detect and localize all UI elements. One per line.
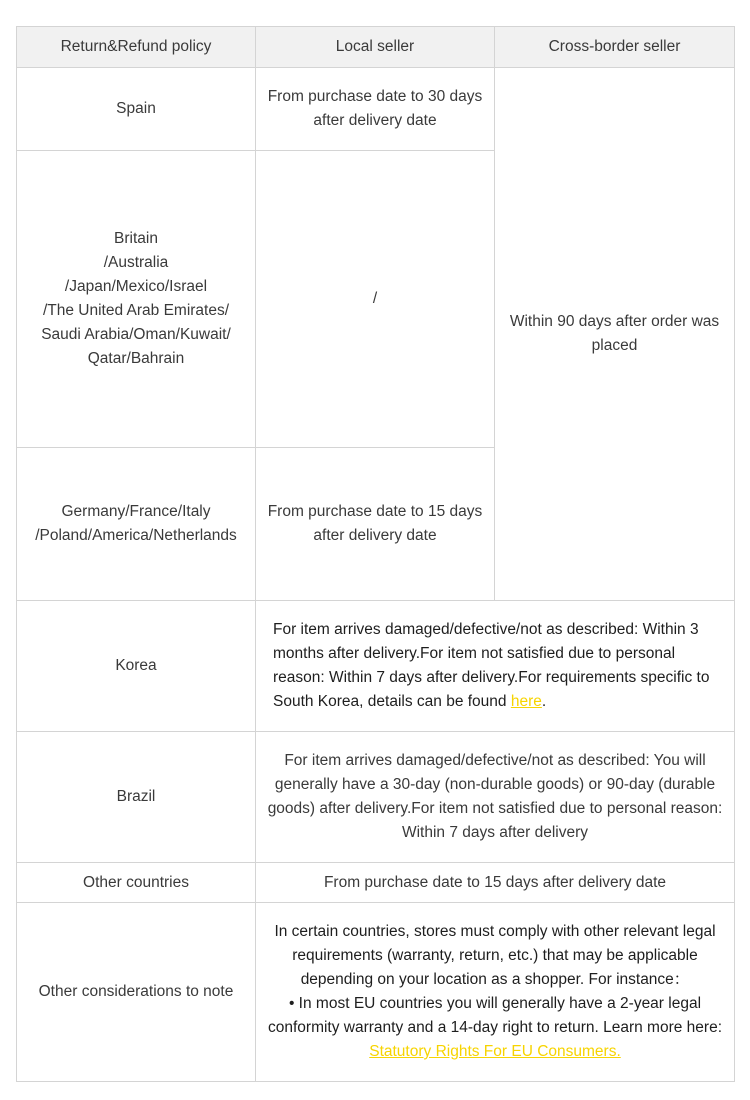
table-row-spain bbox=[17, 68, 735, 151]
korea-policy bbox=[256, 601, 735, 732]
korea-policy-suffix: . bbox=[541, 693, 547, 710]
region-other-countries: Other countries bbox=[17, 863, 256, 903]
region-korea: Korea bbox=[17, 601, 256, 732]
cross-border-policy: Within 90 days after order was placed bbox=[495, 68, 735, 601]
considerations-policy bbox=[256, 903, 735, 1082]
korea-policy-text: For item arrives damaged/defective/not as described: Within 3 months after delivery.For item not satisfied due to personal reason: Within 7 days after delivery.For requirements specific to South Korea, details can be found bbox=[273, 621, 710, 710]
region-britain-group: Britain /Australia /Japan/Mexico/Israel /The United Arab Emirates/ Saudi Arabia/Oman/Kuwait/ Qatar/Bahrain bbox=[17, 151, 256, 448]
region-spain: Spain bbox=[17, 68, 256, 151]
table-row-korea bbox=[17, 601, 735, 732]
region-considerations: Other considerations to note bbox=[17, 903, 256, 1082]
header-local-seller: Local seller bbox=[256, 27, 495, 68]
considerations-text: In certain countries, stores must comply with other relevant legal requirements (warranty, return, etc.) that may be applicable depending on your location as a shopper. For instance： • In most EU countries you will generally have a 2-year legal conformity warranty and a 14-day right to return. Learn more here: bbox=[267, 923, 723, 1036]
table-header-row bbox=[17, 27, 735, 68]
local-britain-group: / bbox=[256, 151, 495, 448]
other-countries-policy: From purchase date to 15 days after delivery date bbox=[256, 863, 735, 903]
brazil-policy: For item arrives damaged/defective/not as described: You will generally have a 30-day (non-durable goods) or 90-day (durable goods) after delivery.For item not satisfied due to personal reason: Within 7 days after delivery bbox=[256, 732, 735, 863]
eu-statutory-rights-link[interactable]: Statutory Rights For EU Consumers. bbox=[369, 1043, 621, 1060]
header-cross-border-seller: Cross-border seller bbox=[495, 27, 735, 68]
local-spain: From purchase date to 30 days after delivery date bbox=[256, 68, 495, 151]
return-refund-policy-table bbox=[16, 26, 735, 1082]
korea-details-link[interactable]: here bbox=[510, 693, 542, 710]
region-germany-group: Germany/France/Italy /Poland/America/Netherlands bbox=[17, 448, 256, 601]
table-row-other-countries bbox=[17, 863, 735, 903]
region-brazil: Brazil bbox=[17, 732, 256, 863]
local-germany-group: From purchase date to 15 days after delivery date bbox=[256, 448, 495, 601]
header-return-refund-policy: Return&Refund policy bbox=[17, 27, 256, 68]
table-row-brazil bbox=[17, 732, 735, 863]
table-row-considerations bbox=[17, 903, 735, 1082]
